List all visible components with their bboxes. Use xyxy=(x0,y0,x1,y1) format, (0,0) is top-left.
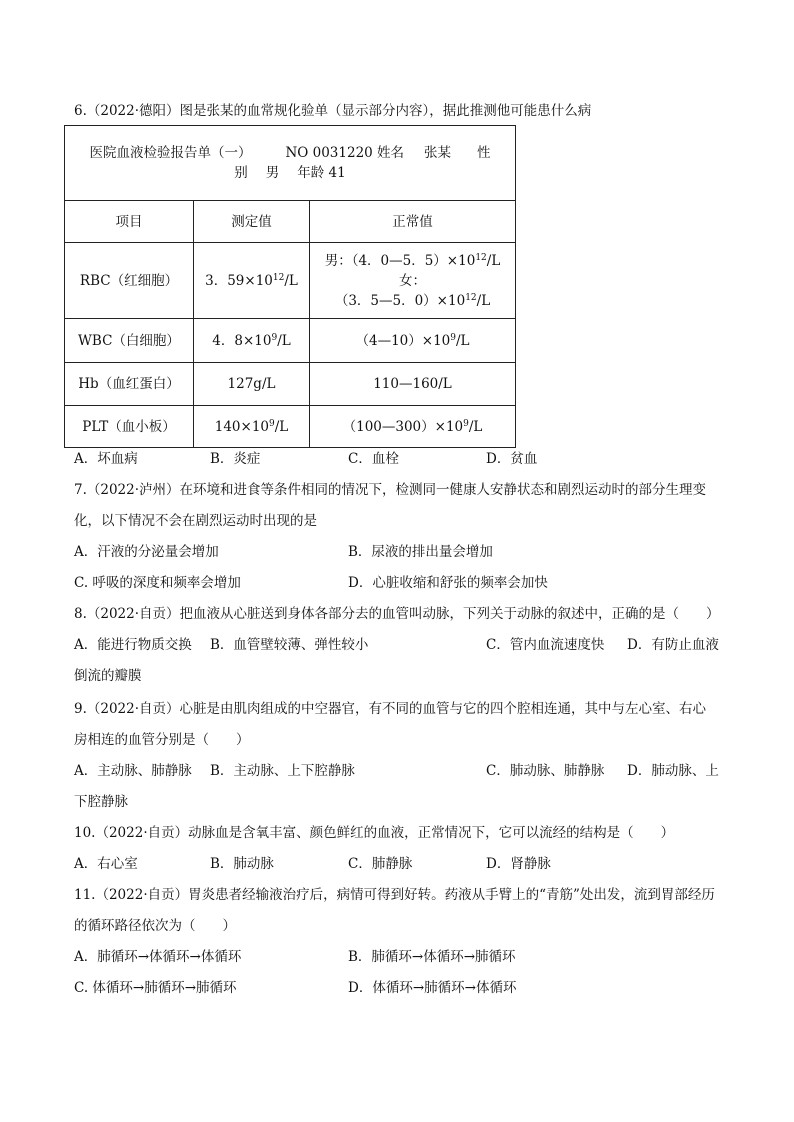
q11-option-c: C. 体循环→肺循环→肺循环 xyxy=(74,980,237,996)
plt-item: PLT（血小板） xyxy=(65,406,194,448)
q9-option-c: C．肺动脉、肺静脉 xyxy=(486,763,605,779)
rbc-normal: 男：（4．0—5．$5)\times 10^{12}/L$ 女： （3．5—5．$0)\times 10^{12}/L$ xyxy=(310,243,516,319)
q7-option-a: A．汗液的分泌量会增加 xyxy=(74,544,219,560)
column-header-value: 测定值 xyxy=(194,201,310,243)
table-row xyxy=(65,406,516,448)
wbc-value: 4．$8\times 10^9/L$ xyxy=(194,319,310,363)
question-9-line1: 9.（2022·自贡）心脏是由肌肉组成的中空器官，有不同的血管与它的四个腔相连通，其中与左心室、右心 xyxy=(74,701,707,717)
q11-option-b: B．肺循环→体循环→肺循环 xyxy=(348,949,516,965)
q10-option-b: B．肺动脉 xyxy=(210,856,274,872)
column-header-normal: 正常值 xyxy=(310,201,516,243)
q9-option-b: B．主动脉、上下腔静脉 xyxy=(210,763,355,779)
hb-item: Hb（血红蛋白） xyxy=(65,363,194,406)
wbc-normal: $(4—10)\times 10^9/L$ xyxy=(310,319,516,363)
question-11-line2: 的循环路径依次为（ ） xyxy=(74,918,236,934)
table-row xyxy=(65,243,516,319)
question-9-line2: 房相连的血管分别是（ ） xyxy=(74,732,250,748)
column-header-item: 项目 xyxy=(65,201,194,243)
question-7-line1: 7.（2022·泸州）在环境和进食等条件相同的情况下，检测同一健康人安静状态和剧烈运动时的部分生理变 xyxy=(74,482,707,498)
report-header-line2 xyxy=(65,163,515,183)
patient-sex: 男 xyxy=(265,165,280,181)
rbc-value: 3．$59\times 10^{12}/L$ xyxy=(194,243,310,319)
q9-option-d-wrap: 下腔静脉 xyxy=(74,794,128,810)
q8-option-a: A．能进行物质交换 xyxy=(74,637,192,653)
hb-normal: 110—160/L xyxy=(310,363,516,406)
q8-option-c: C．管内血流速度快 xyxy=(486,637,605,653)
q10-option-c: C．肺静脉 xyxy=(348,856,413,872)
q7-option-c: C. 呼吸的深度和频率会增加 xyxy=(74,575,241,591)
question-7-line2: 化，以下情况不会在剧烈运动时出现的是 xyxy=(74,513,317,529)
q6-option-a: A．坏血病 xyxy=(74,451,138,467)
q6-option-d: D．贫血 xyxy=(486,451,538,467)
plt-normal: $(100—300)\times 10^9/L$ xyxy=(310,406,516,448)
sex-label-part2: 别 xyxy=(234,165,248,181)
table-row xyxy=(65,363,516,406)
report-header xyxy=(65,126,516,201)
question-6-stem: 6.（2022·德阳）图是张某的血常规化验单（显示部分内容），据此推测他可能患什么病 xyxy=(74,103,592,119)
report-header-line1 xyxy=(65,143,515,163)
patient-age: 年龄 41 xyxy=(297,165,346,181)
question-10-line1: 10.（2022·自贡）动脉血是含氧丰富、颜色鲜红的血液，正常情况下，它可以流经的结构是（ ） xyxy=(74,825,675,841)
rbc-item: RBC（红细胞） xyxy=(65,243,194,319)
patient-name: 张某 xyxy=(424,145,452,161)
q11-option-a: A．肺循环→体循环→体循环 xyxy=(74,949,242,965)
table-row xyxy=(65,319,516,363)
question-11-line1: 11.（2022·自贡）胃炎患者经输液治疗后，病情可得到好转。药液从手臂上的“青筋”处出发，流到胃部经历 xyxy=(74,887,715,903)
q8-option-b: B．血管壁较薄、弹性较小 xyxy=(210,637,369,653)
q7-option-d: D．心脏收缩和舒张的频率会加快 xyxy=(348,575,548,591)
report-number: NO 0031220 姓名 xyxy=(285,145,405,161)
q9-option-a: A．主动脉、肺静脉 xyxy=(74,763,192,779)
q8-option-d-wrap: 倒流的瓣膜 xyxy=(74,668,142,684)
blood-test-report-table xyxy=(64,125,516,448)
plt-value: $140\times 10^9/L$ xyxy=(194,406,310,448)
hb-value: 127g/L xyxy=(194,363,310,406)
report-column-headers xyxy=(65,201,516,243)
q10-option-a: A．右心室 xyxy=(74,856,138,872)
wbc-item: WBC（白细胞） xyxy=(65,319,194,363)
q11-option-d: D．体循环→肺循环→体循环 xyxy=(348,980,517,996)
q6-option-c: C．血栓 xyxy=(348,451,399,467)
sex-label-part: 性 xyxy=(477,145,491,161)
q9-option-d: D．肺动脉、上 xyxy=(627,763,719,779)
q8-option-d: D．有防止血液 xyxy=(627,637,719,653)
q10-option-d: D．肾静脉 xyxy=(486,856,551,872)
report-title: 医院血液检验报告单（一） xyxy=(89,145,252,161)
report-header-row xyxy=(65,126,516,201)
question-8-line1: 8.（2022·自贡）把血液从心脏送到身体各部分去的血管叫动脉，下列关于动脉的叙述中，正确的是（ ） xyxy=(74,606,720,622)
q7-option-b: B．尿液的排出量会增加 xyxy=(348,544,493,560)
q6-option-b: B．炎症 xyxy=(210,451,261,467)
